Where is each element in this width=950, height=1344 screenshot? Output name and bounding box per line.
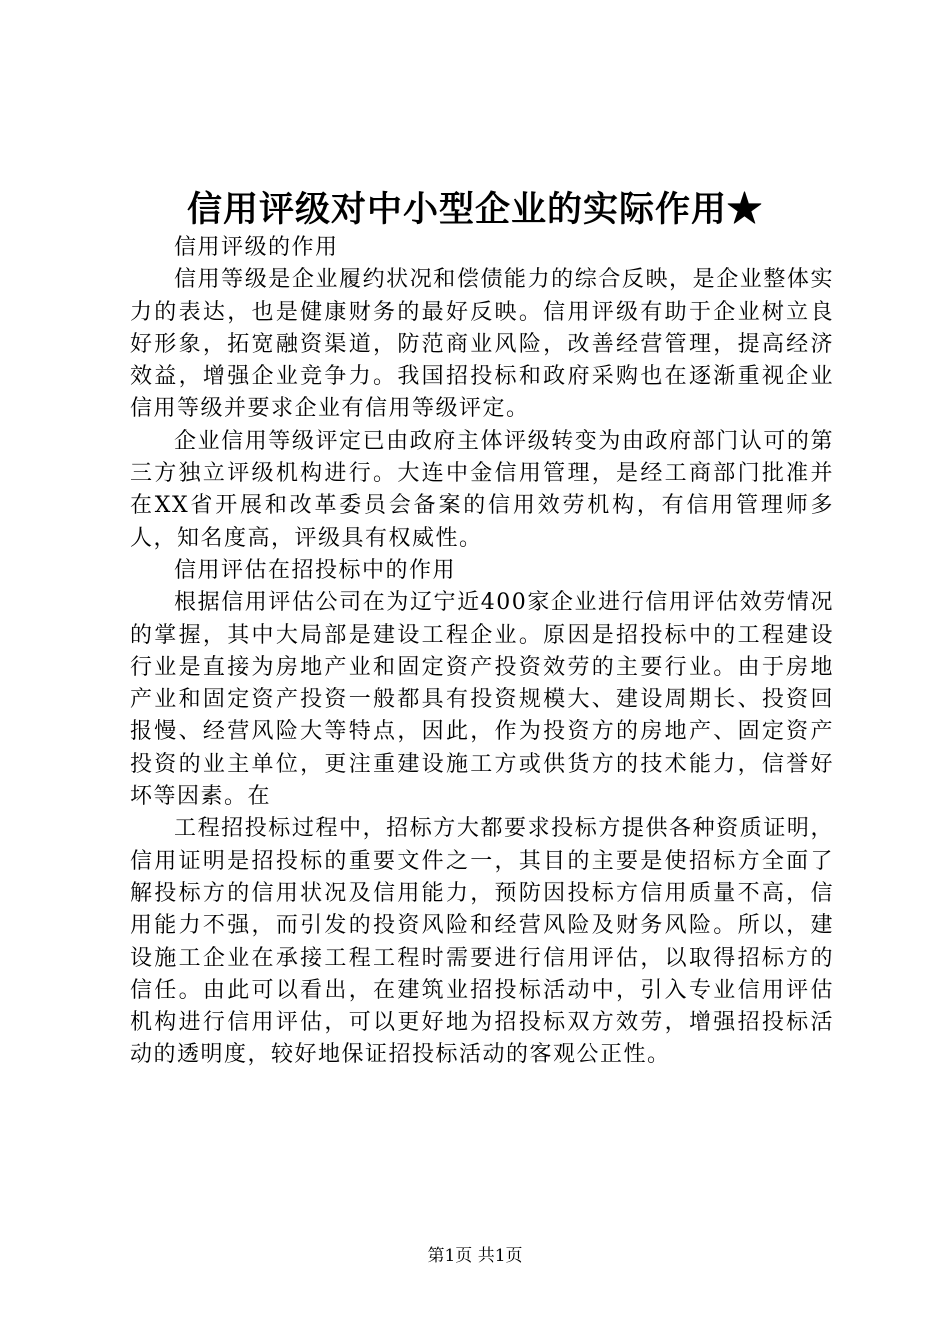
paragraph: 根据信用评估公司在为辽宁近400家企业进行信用评估效劳情况的掌握，其中大局部是建设工程企业。原因是招投标中的工程建设行业是直接为房地产业和固定资产投资效劳的主要行业。由于房地产业和固定资产投资一般都具有投资规模大、建设周期长、投资回报慢、经营风险大等特点，因此，作为投资方的房地产、固定资产投资的业主单位，更注重建设施工方或供货方的技术能力，信誉好坏等因素。在 [130, 590, 834, 810]
section-heading: 信用评级的作用 [174, 235, 339, 260]
page-footer: 第1页 共1页 [427, 1246, 523, 1266]
paragraph: 工程招投标过程中，招标方大都要求投标方提供各种资质证明，信用证明是招投标的重要文件之一，其目的主要是使招标方全面了解投标方的信用状况及信用能力，预防因投标方信用质量不高，信用能力不强，而引发的投资风险和经营风险及财务风险。所以，建设施工企业在承接工程工程时需要进行信用评估，以取得招标方的信任。由此可以看出，在建筑业招投标活动中，引入专业信用评估机构进行信用评估，可以更好地为招投标双方效劳，增强招投标活动的透明度，较好地保证招投标活动的客观公正性。 [130, 816, 834, 1068]
paragraph: 企业信用等级评定已由政府主体评级转变为由政府部门认可的第三方独立评级机构进行。大连中金信用管理，是经工商部门批准并在XX省开展和改革委员会备案的信用效劳机构，有信用管理师多人，知名度高，评级具有权威性。 [130, 428, 834, 551]
document-body [130, 232, 834, 1072]
paragraph: 信用等级是企业履约状况和偿债能力的综合反映，是企业整体实力的表达，也是健康财务的最好反映。信用评级有助于企业树立良好形象，拓宽融资渠道，防范商业风险，改善经营管理，提高经济效益，增强企业竞争力。我国招投标和政府采购也在逐渐重视企业信用等级并要求企业有信用等级评定。 [130, 267, 834, 422]
section-heading: 信用评估在招投标中的作用 [174, 557, 457, 583]
document-title: 信用评级对中小型企业的实际作用★ [186, 189, 763, 230]
